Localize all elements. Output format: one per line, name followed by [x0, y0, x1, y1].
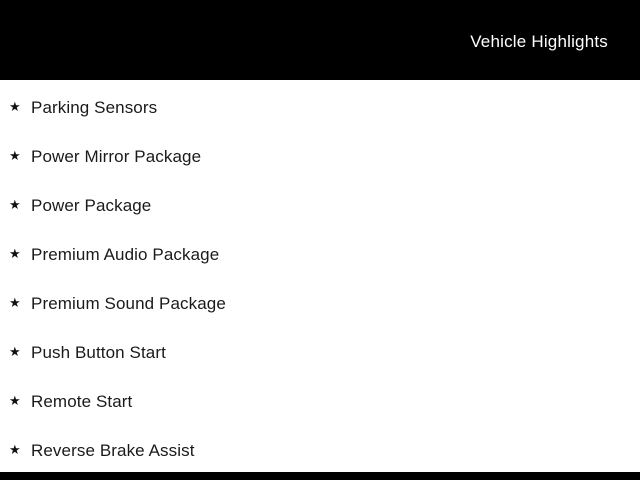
vehicle-highlights-list — [0, 80, 640, 475]
list-item — [0, 83, 640, 132]
list-item-label: Premium Sound Package — [31, 293, 226, 313]
list-item-label: Power Mirror Package — [31, 146, 202, 166]
header-bar — [0, 0, 640, 80]
list-item-label: Reverse Brake Assist — [31, 440, 195, 460]
list-item — [0, 132, 640, 181]
star-icon: ★ — [9, 393, 21, 408]
star-icon: ★ — [9, 99, 21, 114]
list-item — [0, 377, 640, 426]
star-icon: ★ — [9, 344, 21, 359]
page-title: Vehicle Highlights — [470, 31, 608, 51]
list-item — [0, 328, 640, 377]
list-item — [0, 230, 640, 279]
footer-bar — [0, 472, 640, 480]
list-item-label: Parking Sensors — [31, 97, 158, 117]
star-icon: ★ — [9, 148, 21, 163]
list-item-label: Premium Audio Package — [31, 244, 220, 264]
list-item-label: Power Package — [31, 195, 152, 215]
list-item — [0, 426, 640, 475]
list-item-label: Remote Start — [31, 391, 133, 411]
star-icon: ★ — [9, 197, 21, 212]
star-icon: ★ — [9, 246, 21, 261]
star-icon: ★ — [9, 442, 21, 457]
list-item — [0, 279, 640, 328]
list-item — [0, 181, 640, 230]
list-item-label: Push Button Start — [31, 342, 166, 362]
star-icon: ★ — [9, 295, 21, 310]
